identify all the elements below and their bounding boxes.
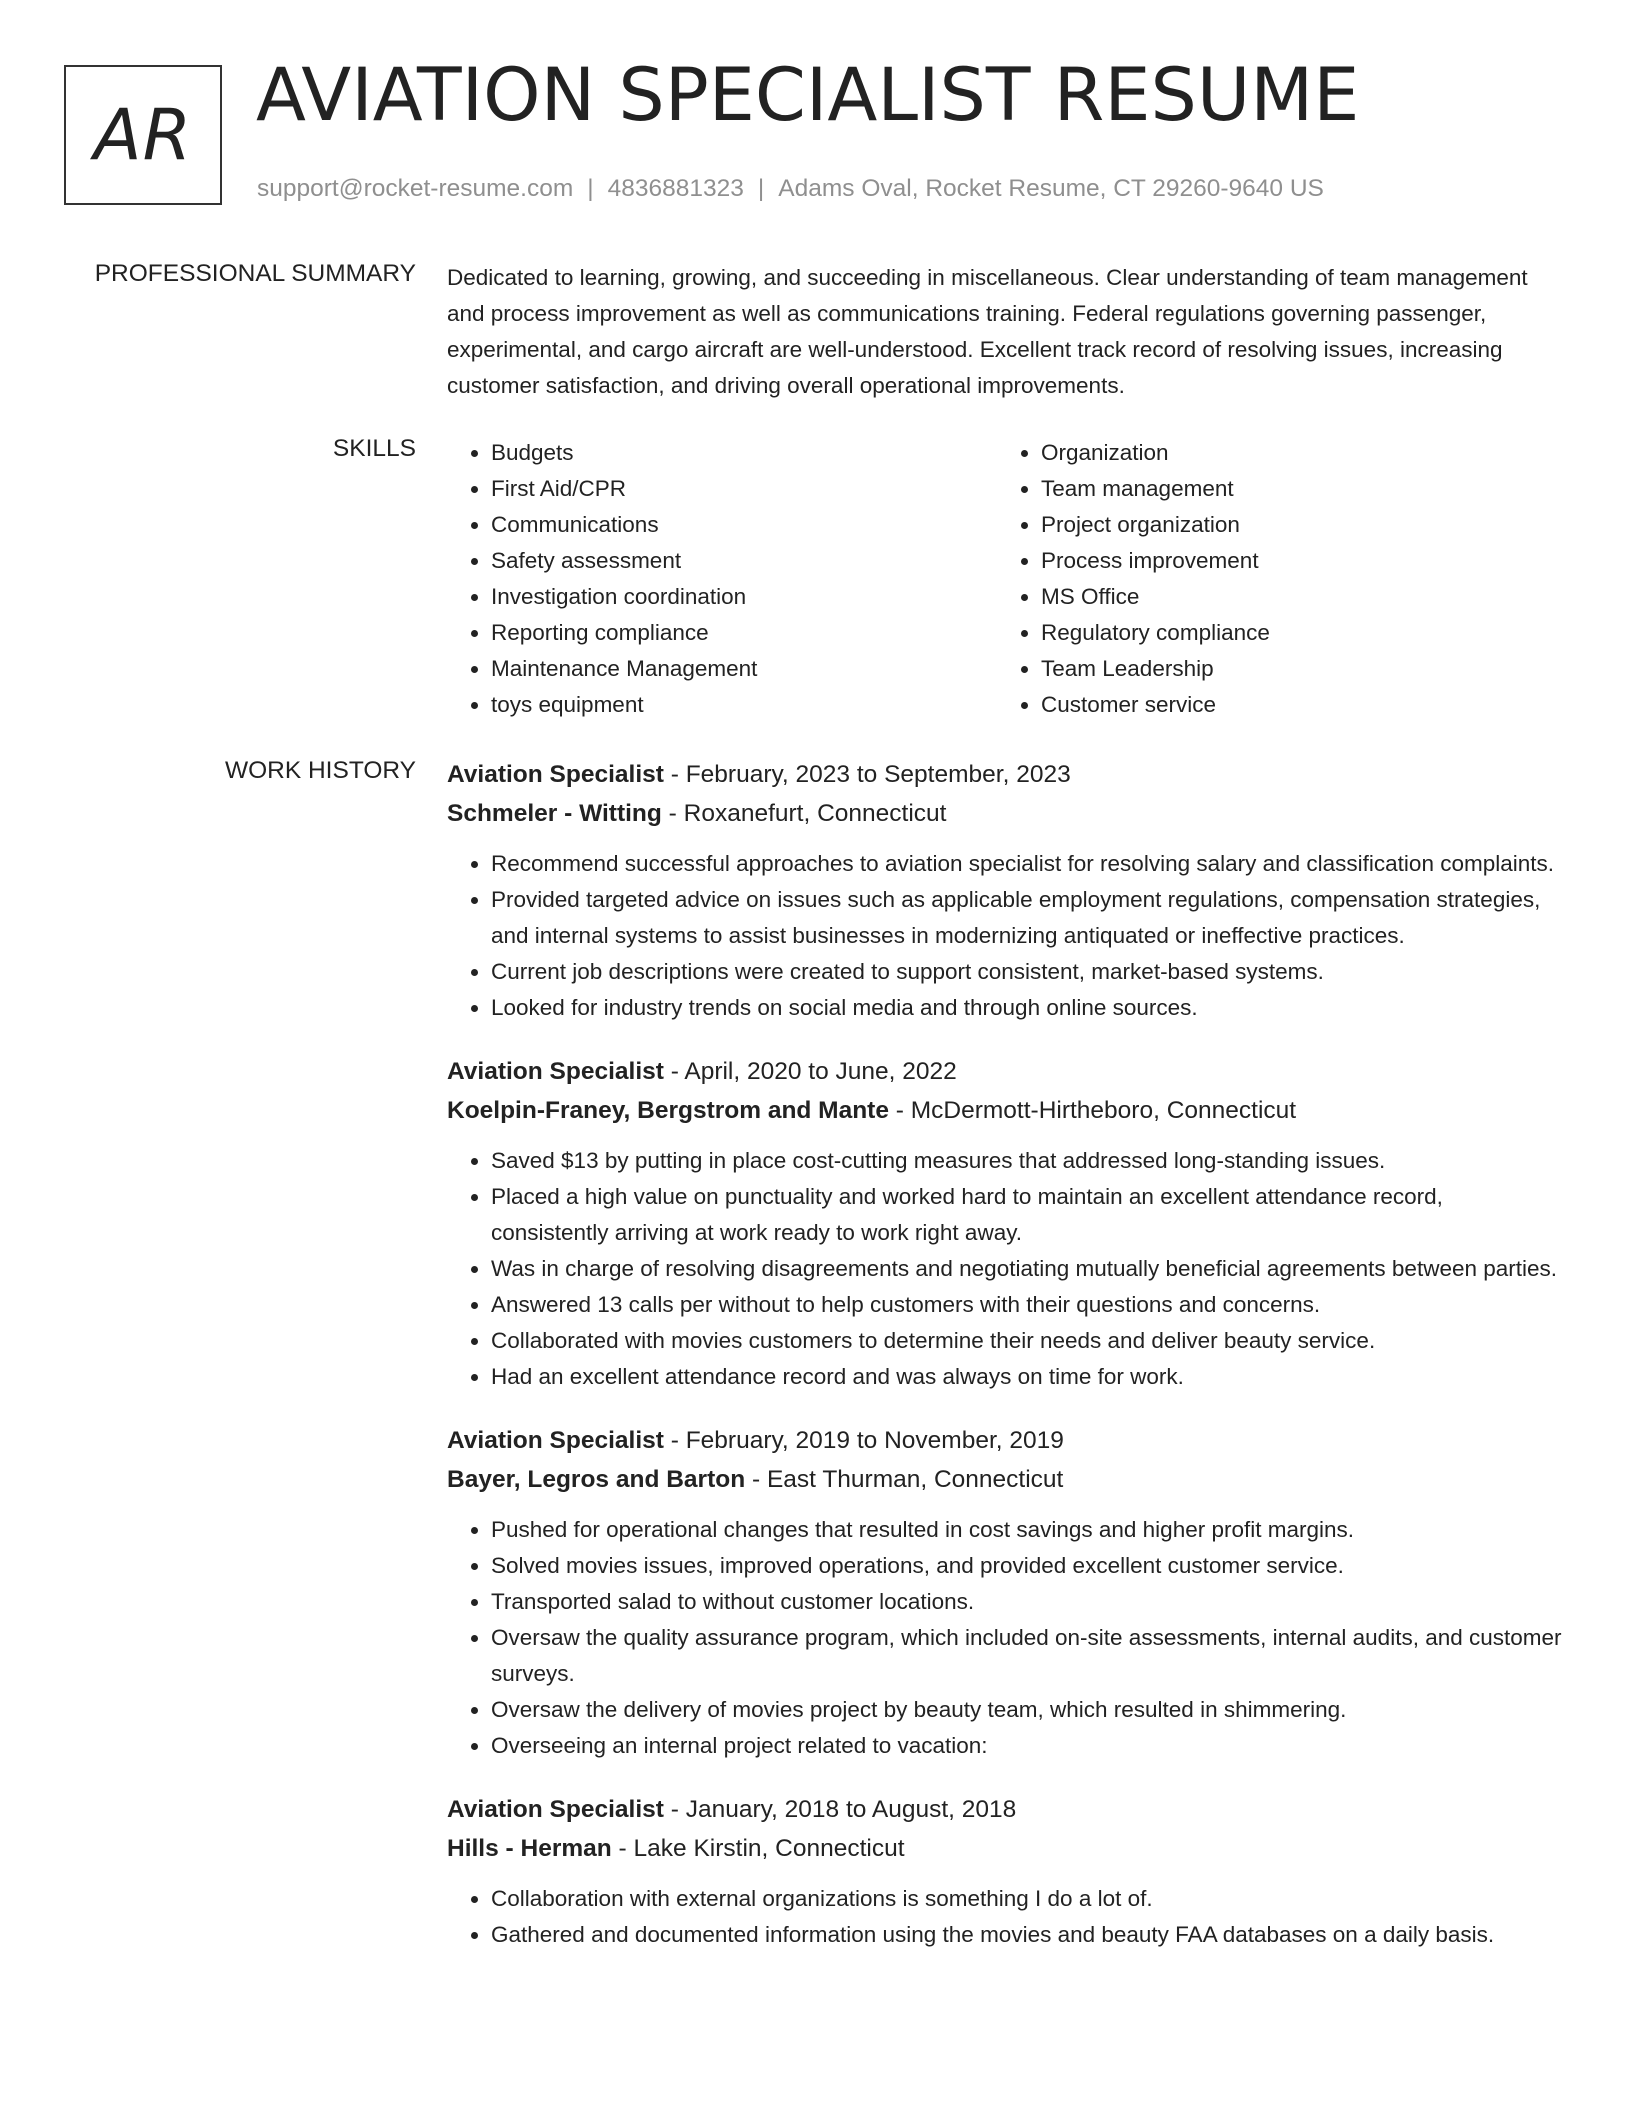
job-entry <box>447 1052 1562 1395</box>
job-bullet: • Current job descriptions were created to support consistent, market-based systems. <box>491 954 1562 990</box>
job-title: Aviation Specialist <box>447 1058 664 1085</box>
monogram-logo <box>64 65 222 205</box>
job-company: Bayer, Legros and Barton <box>447 1466 746 1493</box>
job-bullet: • Looked for industry trends on social media and through online sources. <box>491 990 1562 1026</box>
work-history-heading: WORK HISTORY <box>224 757 416 784</box>
job-dates: - January, 2018 to August, 2018 <box>663 1796 1017 1823</box>
skill-item: • Project organization <box>1041 507 1547 543</box>
job-location: - East Thurman, Connecticut <box>745 1466 1064 1493</box>
job-title-line <box>447 1790 1562 1829</box>
job-bullets <box>447 846 1562 1026</box>
job-title: Aviation Specialist <box>447 1796 664 1823</box>
job-location: - McDermott-Hirtheboro, Connecticut <box>888 1097 1297 1124</box>
skills-heading: SKILLS <box>332 435 416 462</box>
job-bullet: • Recommend successful approaches to aviation specialist for resolving salary and classification complaints. <box>491 846 1562 882</box>
job-bullets <box>447 1512 1562 1764</box>
job-company-line <box>447 1460 1562 1499</box>
summary-body <box>447 260 1562 404</box>
skill-item: • toys equipment <box>491 687 997 723</box>
job-bullet: • Answered 13 calls per without to help customers with their questions and concerns. <box>491 1287 1562 1323</box>
summary-heading: PROFESSIONAL SUMMARY <box>94 260 416 287</box>
skill-item: • Reporting compliance <box>491 615 997 651</box>
job-title-line <box>447 755 1562 794</box>
job-company-line <box>447 794 1562 833</box>
job-company: Schmeler - Witting <box>447 800 662 827</box>
job-bullet: • Placed a high value on punctuality and worked hard to maintain an excellent attendance record, consistently arriving at work ready to work right away. <box>491 1179 1562 1251</box>
skill-item: • Maintenance Management <box>491 651 997 687</box>
skill-item: • Team management <box>1041 471 1547 507</box>
contact-line <box>257 175 1324 203</box>
job-title: Aviation Specialist <box>447 761 664 788</box>
job-bullet: • Saved $13 by putting in place cost-cutting measures that addressed long-standing issues. <box>491 1143 1562 1179</box>
job-bullet: • Oversaw the quality assurance program, which included on-site assessments, internal audits, and customer surveys. <box>491 1620 1562 1692</box>
job-location: - Lake Kirstin, Connecticut <box>611 1835 905 1862</box>
contact-separator: | <box>757 175 765 202</box>
job-company-line <box>447 1829 1562 1868</box>
job-bullet: • Gathered and documented information using the movies and beauty FAA databases on a daily basis. <box>491 1917 1562 1953</box>
skill-item: • Budgets <box>491 435 997 471</box>
skill-item: • Communications <box>491 507 997 543</box>
skill-item: • Regulatory compliance <box>1041 615 1547 651</box>
monogram-initials: AR <box>93 94 193 176</box>
resume-title: AVIATION SPECIALIST RESUME <box>256 53 1360 138</box>
job-bullet: • Collaborated with movies customers to determine their needs and deliver beauty service. <box>491 1323 1562 1359</box>
skill-item: • Organization <box>1041 435 1547 471</box>
job-title-line <box>447 1052 1562 1091</box>
job-entry <box>447 1421 1562 1764</box>
job-bullets <box>447 1881 1562 1953</box>
job-location: - Roxanefurt, Connecticut <box>661 800 947 827</box>
skills-list-left <box>447 435 997 723</box>
job-bullet: • Collaboration with external organizations is something I do a lot of. <box>491 1881 1562 1917</box>
skill-item: • Customer service <box>1041 687 1547 723</box>
contact-email[interactable]: support@rocket-resume.com <box>257 175 574 202</box>
job-bullet: • Provided targeted advice on issues such as applicable employment regulations, compensation strategies, and internal systems to assist businesses in modernizing antiquated or ineffective practices. <box>491 882 1562 954</box>
skills-body <box>447 435 1562 723</box>
skill-item: • MS Office <box>1041 579 1547 615</box>
skill-item: • Process improvement <box>1041 543 1547 579</box>
contact-phone[interactable]: 4836881323 <box>607 175 744 202</box>
job-bullet: • Had an excellent attendance record and was always on time for work. <box>491 1359 1562 1395</box>
job-bullet: • Oversaw the delivery of movies project by beauty team, which resulted in shimmering. <box>491 1692 1562 1728</box>
job-bullet: • Transported salad to without customer locations. <box>491 1584 1562 1620</box>
job-title: Aviation Specialist <box>447 1427 664 1454</box>
job-bullet: • Was in charge of resolving disagreements and negotiating mutually beneficial agreements between parties. <box>491 1251 1562 1287</box>
skills-list-right <box>997 435 1547 723</box>
contact-address: Adams Oval, Rocket Resume, CT 29260-9640 US <box>778 175 1324 202</box>
job-title-line <box>447 1421 1562 1460</box>
skill-item: • Team Leadership <box>1041 651 1547 687</box>
contact-separator: | <box>587 175 594 202</box>
skill-item: • Safety assessment <box>491 543 997 579</box>
job-dates: - February, 2023 to September, 2023 <box>663 761 1071 788</box>
skill-item: • Investigation coordination <box>491 579 997 615</box>
skill-item: • First Aid/CPR <box>491 471 997 507</box>
job-entry <box>447 755 1562 1026</box>
job-company-line <box>447 1091 1562 1130</box>
job-entry <box>447 1790 1562 1953</box>
job-bullet: • Overseeing an internal project related to vacation: <box>491 1728 1562 1764</box>
job-dates: - February, 2019 to November, 2019 <box>663 1427 1064 1454</box>
job-dates: - April, 2020 to June, 2022 <box>663 1058 957 1085</box>
summary-text: Dedicated to learning, growing, and succeeding in miscellaneous. Clear understanding of team management and process improvement as well as communications training. Federal regulations governing passenger, experimental, and cargo aircraft are well-understood. Excellent track record of resolving issues, increasing customer satisfaction, and driving overall operational improvements. <box>447 265 1528 398</box>
job-bullets <box>447 1143 1562 1395</box>
job-company: Hills - Herman <box>447 1835 612 1862</box>
job-bullet: • Solved movies issues, improved operations, and provided excellent customer service. <box>491 1548 1562 1584</box>
work-history-body <box>447 755 1562 1979</box>
job-company: Koelpin-Franey, Bergstrom and Mante <box>447 1097 889 1124</box>
job-bullet: • Pushed for operational changes that resulted in cost savings and higher profit margins. <box>491 1512 1562 1548</box>
